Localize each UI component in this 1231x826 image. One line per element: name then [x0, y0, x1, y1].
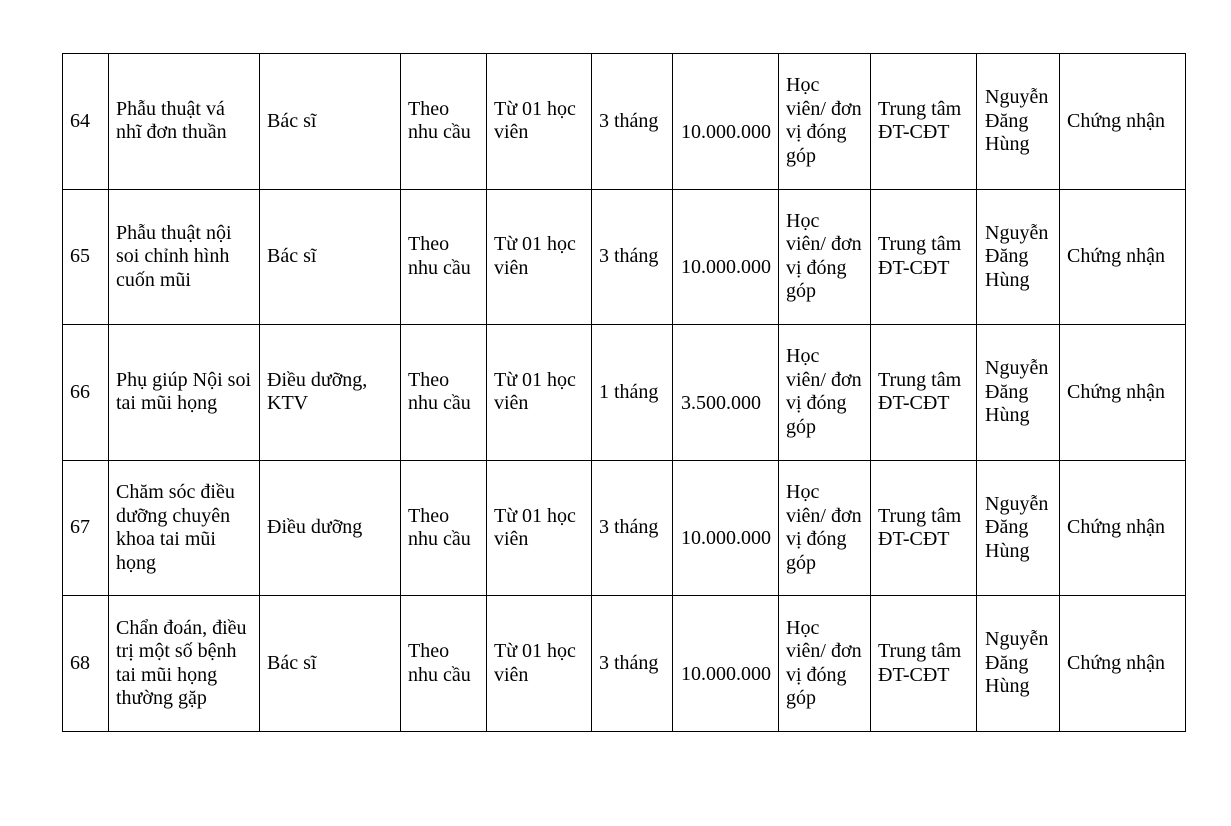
fee: 3.500.000: [673, 325, 779, 461]
certificate: Chứng nhận: [1060, 325, 1186, 461]
organizing-unit: Trung tâm ĐT-CĐT: [871, 596, 977, 732]
duration: 3 tháng: [592, 460, 673, 596]
instructor: Nguyễn Đăng Hùng: [977, 596, 1060, 732]
learner-type: Điều dưỡng, KTV: [260, 325, 401, 461]
row-number: 68: [63, 596, 109, 732]
organizing-unit: Trung tâm ĐT-CĐT: [871, 325, 977, 461]
learner-type: Bác sĩ: [260, 596, 401, 732]
demand: Theo nhu cầu: [401, 460, 487, 596]
fee: 10.000.000: [673, 596, 779, 732]
fee: 10.000.000: [673, 54, 779, 190]
learner-type: Điều dưỡng: [260, 460, 401, 596]
course-name: Phẫu thuật vá nhĩ đơn thuần: [109, 54, 260, 190]
certificate: Chứng nhận: [1060, 596, 1186, 732]
row-number: 64: [63, 54, 109, 190]
instructor: Nguyễn Đăng Hùng: [977, 54, 1060, 190]
table-row: [63, 460, 1186, 596]
demand: Theo nhu cầu: [401, 54, 487, 190]
class-size: Từ 01 học viên: [487, 189, 592, 325]
class-size: Từ 01 học viên: [487, 325, 592, 461]
class-size: Từ 01 học viên: [487, 54, 592, 190]
course-name: Phẫu thuật nội soi chỉnh hình cuốn mũi: [109, 189, 260, 325]
duration: 3 tháng: [592, 189, 673, 325]
table-row: [63, 54, 1186, 190]
fee: 10.000.000: [673, 189, 779, 325]
duration: 1 tháng: [592, 325, 673, 461]
learner-type: Bác sĩ: [260, 189, 401, 325]
certificate: Chứng nhận: [1060, 54, 1186, 190]
course-table: [62, 53, 1186, 732]
course-name: Chẩn đoán, điều trị một số bệnh tai mũi họng thường gặp: [109, 596, 260, 732]
demand: Theo nhu cầu: [401, 325, 487, 461]
duration: 3 tháng: [592, 54, 673, 190]
organizing-unit: Trung tâm ĐT-CĐT: [871, 189, 977, 325]
certificate: Chứng nhận: [1060, 189, 1186, 325]
instructor: Nguyễn Đăng Hùng: [977, 189, 1060, 325]
course-name: Chăm sóc điều dưỡng chuyên khoa tai mũi họng: [109, 460, 260, 596]
demand: Theo nhu cầu: [401, 189, 487, 325]
demand: Theo nhu cầu: [401, 596, 487, 732]
row-number: 67: [63, 460, 109, 596]
class-size: Từ 01 học viên: [487, 460, 592, 596]
payer: Học viên/ đơn vị đóng góp: [779, 325, 871, 461]
instructor: Nguyễn Đăng Hùng: [977, 325, 1060, 461]
duration: 3 tháng: [592, 596, 673, 732]
instructor: Nguyễn Đăng Hùng: [977, 460, 1060, 596]
organizing-unit: Trung tâm ĐT-CĐT: [871, 54, 977, 190]
payer: Học viên/ đơn vị đóng góp: [779, 189, 871, 325]
payer: Học viên/ đơn vị đóng góp: [779, 596, 871, 732]
payer: Học viên/ đơn vị đóng góp: [779, 54, 871, 190]
learner-type: Bác sĩ: [260, 54, 401, 190]
payer: Học viên/ đơn vị đóng góp: [779, 460, 871, 596]
table-row: [63, 189, 1186, 325]
row-number: 66: [63, 325, 109, 461]
course-name: Phụ giúp Nội soi tai mũi họng: [109, 325, 260, 461]
row-number: 65: [63, 189, 109, 325]
table-row: [63, 596, 1186, 732]
table-row: [63, 325, 1186, 461]
class-size: Từ 01 học viên: [487, 596, 592, 732]
certificate: Chứng nhận: [1060, 460, 1186, 596]
fee: 10.000.000: [673, 460, 779, 596]
organizing-unit: Trung tâm ĐT-CĐT: [871, 460, 977, 596]
